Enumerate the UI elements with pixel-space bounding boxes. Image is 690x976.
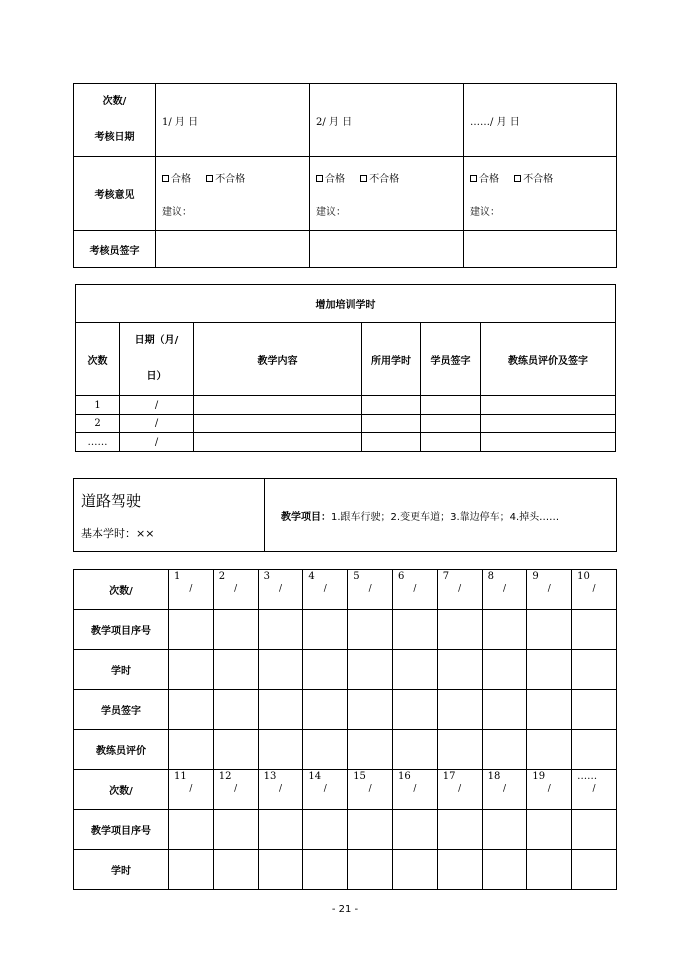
record-cell[interactable]	[303, 690, 348, 730]
opinion-label: 考核意见	[74, 157, 156, 231]
record-cell[interactable]	[392, 810, 437, 850]
date-slash: /	[278, 784, 283, 794]
signature-label: 考核员签字	[74, 231, 156, 268]
date-slash: /	[458, 784, 462, 794]
session-date-cell[interactable]	[527, 570, 572, 610]
date-slash: /	[278, 584, 283, 594]
session-number: 3	[263, 571, 270, 582]
row-label: 学时	[74, 650, 169, 690]
row-content[interactable]	[194, 415, 362, 433]
row-date[interactable]: /	[120, 415, 194, 433]
session-date-cell[interactable]	[258, 770, 303, 810]
date-slash: /	[189, 784, 193, 794]
pass-checkbox[interactable]: 合格	[162, 174, 191, 185]
date-slash: /	[502, 784, 506, 794]
session-date-cell[interactable]	[482, 570, 527, 610]
extra-training-title: 增加培训学时	[76, 285, 616, 323]
times-label: 次数/	[74, 770, 169, 810]
signature-cell-3[interactable]	[464, 231, 617, 268]
times-label: 次数/	[102, 96, 127, 107]
record-cell[interactable]	[392, 610, 437, 650]
fail-checkbox[interactable]: 不合格	[360, 174, 399, 185]
opinion-cell-3	[464, 157, 617, 231]
record-cell[interactable]	[169, 850, 214, 890]
record-cell[interactable]	[482, 730, 527, 770]
row-hours[interactable]	[362, 433, 421, 452]
session-date-cell[interactable]	[527, 770, 572, 810]
signature-cell-2[interactable]	[310, 231, 464, 268]
record-cell[interactable]	[392, 730, 437, 770]
basic-hours: 基本学时：××	[81, 526, 155, 540]
date-slash: /	[234, 584, 238, 594]
session-number: 9	[532, 571, 539, 582]
session-number: 6	[397, 571, 405, 582]
record-row	[74, 730, 617, 770]
row-coach-eval[interactable]	[481, 396, 616, 415]
record-cell[interactable]	[348, 730, 393, 770]
teaching-items: 1.跟车行驶；2.变更车道；3.靠边停车；4.掉头……	[331, 511, 560, 523]
row-date[interactable]: /	[120, 433, 194, 452]
date-slash: /	[323, 584, 327, 594]
date-slash: /	[502, 584, 506, 594]
session-number: 11	[174, 771, 187, 782]
session-date-cell[interactable]	[437, 570, 482, 610]
record-cell[interactable]	[527, 850, 572, 890]
record-cell[interactable]	[213, 690, 258, 730]
session-date-cell[interactable]	[572, 770, 617, 810]
record-cell[interactable]	[437, 610, 482, 650]
record-cell[interactable]	[348, 810, 393, 850]
road-driving-table	[73, 478, 617, 552]
session-date-cell[interactable]	[258, 570, 303, 610]
table-row	[76, 396, 616, 415]
session-date-cell[interactable]	[392, 570, 437, 610]
record-cell[interactable]	[258, 650, 303, 690]
times-label: 次数/	[74, 570, 169, 610]
record-cell[interactable]	[572, 810, 617, 850]
teaching-items-label: 教学项目：	[281, 511, 331, 523]
record-cell[interactable]	[527, 810, 572, 850]
opinion-cell-1	[156, 157, 310, 231]
session-number: 16	[397, 771, 411, 782]
row-label: 教练员评价	[74, 730, 169, 770]
record-cell[interactable]	[527, 610, 572, 650]
date-slash: /	[547, 584, 551, 594]
row-student-sign[interactable]	[421, 433, 481, 452]
record-cell[interactable]	[572, 610, 617, 650]
signature-cell-1[interactable]	[156, 231, 310, 268]
session-date-cell[interactable]	[482, 770, 527, 810]
record-cell[interactable]	[392, 650, 437, 690]
record-cell[interactable]	[437, 850, 482, 890]
table-row	[76, 415, 616, 433]
record-row	[74, 650, 617, 690]
session-number: 18	[487, 771, 501, 782]
row-coach-eval[interactable]	[481, 415, 616, 433]
record-cell[interactable]	[169, 650, 214, 690]
record-cell[interactable]	[437, 690, 482, 730]
session-number: 14	[308, 771, 322, 782]
date-header: 日期（月/ 日）	[120, 323, 194, 396]
checkbox-icon	[316, 175, 323, 182]
date-slash: /	[413, 584, 417, 594]
session-date-cell[interactable]	[169, 570, 214, 610]
session-number: 1	[174, 571, 181, 582]
times-row	[74, 770, 617, 810]
times-header: 次数	[76, 323, 120, 396]
session-number: ……	[577, 771, 598, 782]
fail-checkbox[interactable]: 不合格	[514, 174, 553, 185]
record-cell[interactable]	[572, 650, 617, 690]
record-cell[interactable]	[527, 690, 572, 730]
exam-date-1[interactable]: 1/ 月 日	[156, 84, 310, 157]
student-sign-header: 学员签字	[421, 323, 481, 396]
session-number: 5	[353, 571, 360, 582]
session-number: 10	[577, 571, 590, 582]
record-cell[interactable]	[169, 810, 214, 850]
date-slash: /	[458, 584, 462, 594]
record-row	[74, 690, 617, 730]
coach-eval-header: 教练员评价及签字	[481, 323, 616, 396]
row-content[interactable]	[194, 433, 362, 452]
row-number: 2	[76, 415, 120, 433]
record-cell[interactable]	[303, 850, 348, 890]
row-date[interactable]: /	[120, 396, 194, 415]
session-number: 7	[442, 571, 450, 582]
record-cell[interactable]	[348, 650, 393, 690]
session-date-cell[interactable]	[213, 770, 258, 810]
row-content[interactable]	[194, 396, 362, 415]
row-number: ……	[76, 433, 120, 452]
checkbox-icon	[470, 175, 477, 182]
record-cell[interactable]	[303, 650, 348, 690]
session-number: 15	[353, 771, 366, 782]
session-number: 13	[263, 771, 277, 782]
session-date-cell[interactable]	[437, 770, 482, 810]
record-cell[interactable]	[482, 810, 527, 850]
record-cell[interactable]	[392, 690, 437, 730]
record-cell[interactable]	[213, 610, 258, 650]
session-date-cell[interactable]	[213, 570, 258, 610]
session-date-cell[interactable]	[348, 570, 393, 610]
row-label: 学员签字	[74, 690, 169, 730]
date-label: 考核日期	[94, 132, 135, 143]
suggestion-label: 建议：	[470, 206, 500, 218]
date-slash: /	[547, 784, 551, 794]
content-header: 教学内容	[194, 323, 362, 396]
record-cell[interactable]	[348, 690, 393, 730]
record-cell[interactable]	[527, 650, 572, 690]
extra-training-table	[75, 284, 616, 452]
record-cell[interactable]	[213, 730, 258, 770]
date-slash: /	[234, 784, 238, 794]
row-label: 学时	[74, 850, 169, 890]
fail-checkbox[interactable]: 不合格	[206, 174, 245, 185]
checkbox-icon	[360, 175, 367, 182]
record-cell[interactable]	[437, 810, 482, 850]
session-number: 2	[218, 571, 226, 582]
suggestion-label: 建议：	[316, 206, 346, 218]
record-cell[interactable]	[258, 730, 303, 770]
row-coach-eval[interactable]	[481, 433, 616, 452]
session-number: 19	[532, 771, 546, 782]
record-cell[interactable]	[482, 690, 527, 730]
pass-checkbox[interactable]: 合格	[470, 174, 499, 185]
record-cell[interactable]	[437, 730, 482, 770]
exam-date-label	[74, 84, 156, 157]
pass-checkbox[interactable]: 合格	[316, 174, 345, 185]
session-date-cell[interactable]	[392, 770, 437, 810]
date-slash: /	[368, 784, 372, 794]
exam-table	[73, 83, 617, 268]
record-cell[interactable]	[527, 730, 572, 770]
date-slash: /	[189, 584, 193, 594]
record-cell[interactable]	[213, 810, 258, 850]
row-student-sign[interactable]	[421, 396, 481, 415]
road-driving-cell	[74, 479, 265, 552]
road-driving-title: 道路驾驶	[81, 491, 142, 510]
record-cell[interactable]	[169, 610, 214, 650]
record-row	[74, 610, 617, 650]
record-cell[interactable]	[482, 610, 527, 650]
hours-header: 所用学时	[362, 323, 421, 396]
times-row	[74, 570, 617, 610]
row-label: 教学项目序号	[74, 810, 169, 850]
suggestion-label: 建议：	[162, 206, 192, 218]
row-label: 教学项目序号	[74, 610, 169, 650]
record-cell[interactable]	[572, 690, 617, 730]
record-cell[interactable]	[348, 850, 393, 890]
session-date-cell[interactable]	[303, 770, 348, 810]
session-number: 17	[442, 771, 456, 782]
session-number: 4	[308, 571, 315, 582]
record-cell[interactable]	[303, 730, 348, 770]
teaching-items-cell	[265, 479, 617, 552]
exam-date-2[interactable]: 2/ 月 日	[310, 84, 464, 157]
session-number: 8	[487, 571, 494, 582]
row-hours[interactable]	[362, 415, 421, 433]
record-cell[interactable]	[213, 650, 258, 690]
session-date-cell[interactable]	[348, 770, 393, 810]
record-cell[interactable]	[258, 690, 303, 730]
record-cell[interactable]	[572, 850, 617, 890]
record-cell[interactable]	[169, 690, 214, 730]
page-number: - 21 -	[331, 904, 359, 915]
record-cell[interactable]	[213, 850, 258, 890]
table-row	[76, 433, 616, 452]
opinion-cell-2	[310, 157, 464, 231]
record-cell[interactable]	[437, 650, 482, 690]
session-date-cell[interactable]	[303, 570, 348, 610]
session-date-cell[interactable]	[572, 570, 617, 610]
exam-date-3[interactable]: ……/ 月 日	[464, 84, 617, 157]
session-number: 12	[218, 771, 232, 782]
record-cell[interactable]	[303, 810, 348, 850]
record-cell[interactable]	[258, 850, 303, 890]
record-cell[interactable]	[258, 610, 303, 650]
record-cell[interactable]	[169, 730, 214, 770]
record-cell[interactable]	[392, 850, 437, 890]
checkbox-icon	[162, 175, 169, 182]
date-slash: /	[323, 784, 327, 794]
row-student-sign[interactable]	[421, 415, 481, 433]
date-slash: /	[368, 584, 372, 594]
record-row	[74, 810, 617, 850]
record-cell[interactable]	[482, 850, 527, 890]
checkbox-icon	[206, 175, 213, 182]
record-cell[interactable]	[303, 610, 348, 650]
date-slash: /	[413, 784, 417, 794]
date-slash: /	[592, 584, 596, 594]
record-table	[73, 569, 617, 890]
session-date-cell[interactable]	[169, 770, 214, 810]
record-cell[interactable]	[258, 810, 303, 850]
record-cell[interactable]	[572, 730, 617, 770]
checkbox-icon	[514, 175, 521, 182]
row-number: 1	[76, 396, 120, 415]
record-cell[interactable]	[482, 650, 527, 690]
row-hours[interactable]	[362, 396, 421, 415]
record-cell[interactable]	[348, 610, 393, 650]
record-row	[74, 850, 617, 890]
date-slash: /	[592, 784, 596, 794]
